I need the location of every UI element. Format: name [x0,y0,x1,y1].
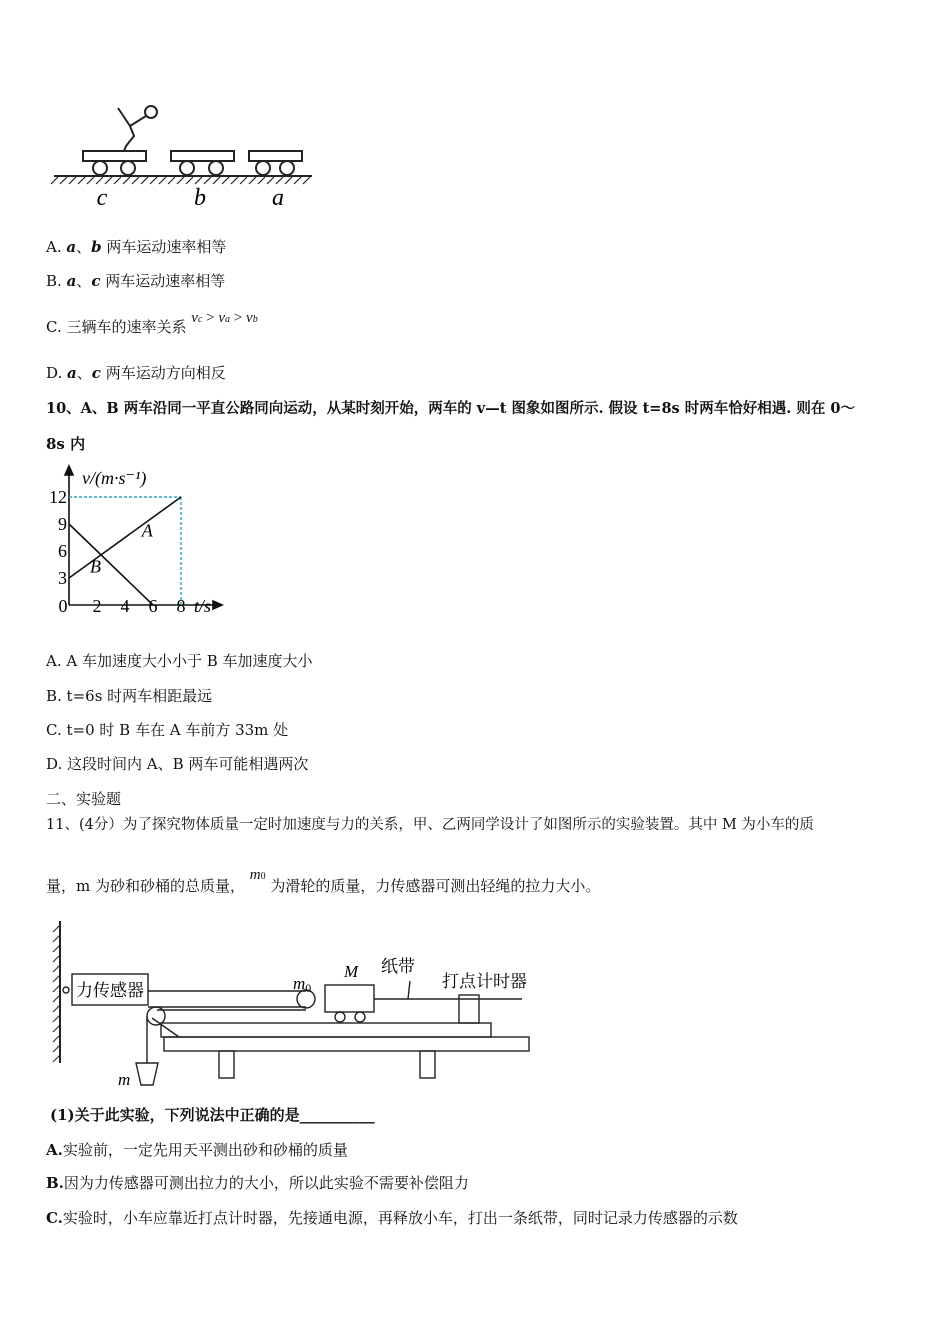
section-title: 二、实验题 [46,790,122,808]
q11-option-c: C.实验时，小车应靠近打点计时器，先接通电源，再释放小车，打出一条纸带，同时记录力传感器的示数 [46,1209,738,1227]
x-tick-label-8: 8 [176,596,186,616]
cart-label-b: b [194,185,206,211]
m0-symbol: m0 [249,867,266,883]
series-line-A [69,497,181,578]
tape-label: 纸带 [381,957,415,976]
series-line-B [69,524,153,605]
x-tick-label-2: 2 [92,596,102,616]
q11-sub1: (1)关于此实验，下列说法中正确的是__________ [50,1106,375,1124]
series-label-A: A [141,520,153,541]
x-tick-label-0: 0 [58,596,68,616]
x-axis-label: t/s [194,596,212,616]
q10-stem-line2: 8s 内 [46,435,86,453]
y-axis-label: v/(m·s⁻¹) [82,468,147,488]
y-tick-label-6: 6 [58,541,67,561]
q9-option-d: D. a、c 两车运动方向相反 [46,364,226,382]
q9-option-c: C. 三辆车的速率关系 vc > va > vb [46,310,258,336]
q11-stem-line2: 量，m 为砂和砂桶的总质量， m0 为滑轮的质量，力传感器可测出轻绳的拉力大小。 [46,867,601,895]
force-sensor-label: 力传感器 [76,981,144,1000]
speed-relation-formula: vc > va > vb [191,310,258,326]
cart-label: M [344,962,359,981]
bucket-label: m [118,1070,131,1089]
carts-figure [50,100,320,215]
x-tick-label-6: 6 [148,596,158,616]
q9-option-a: A. a、b 两车运动速率相等 [46,238,227,256]
q9-option-b: B. a、c 两车运动速率相等 [46,272,226,290]
x-axis-arrow [213,601,222,609]
q11-option-b: B.因为力传感器可测出拉力的大小，所以此实验不需要补偿阻力 [46,1174,469,1192]
q10-option-b: B. t=6s 时两车相距最远 [46,687,213,705]
y-tick-label-9: 9 [58,514,67,534]
series-label-B: B [90,556,101,577]
y-tick-label-12: 12 [49,487,67,507]
vt-chart [40,460,240,620]
y-axis-arrow [65,466,73,475]
apparatus-figure [44,915,544,1095]
x-tick-label-4: 4 [120,596,130,616]
pulley-label: m0 [293,974,312,995]
cart-label-c: c [96,185,108,211]
q11-option-a: A.实验前，一定先用天平测出砂和砂桶的质量 [46,1141,348,1159]
cart-M [325,985,374,1012]
q10-option-c: C. t=0 时 B 车在 A 车前方 33m 处 [46,721,289,739]
timer-label: 打点计时器 [442,972,527,991]
q10-option-a: A. A 车加速度大小小于 B 车加速度大小 [46,652,313,670]
cart-label-a: a [272,185,284,211]
q11-stem-line1: 11、(4分）为了探究物体质量一定时加速度与力的关系，甲、乙两同学设计了如图所示的实验装置。其中 M 为小车的质 [46,817,814,833]
q10-option-d: D. 这段时间内 A、B 两车可能相遇两次 [46,755,309,773]
y-tick-label-3: 3 [58,568,67,588]
q10-stem-line1: 10、A、B 两车沿同一平直公路同向运动，从某时刻开始，两车的 v—t 图象如图所示. 假设 t=8s 时两车恰好相遇. 则在 0～ [46,400,855,417]
